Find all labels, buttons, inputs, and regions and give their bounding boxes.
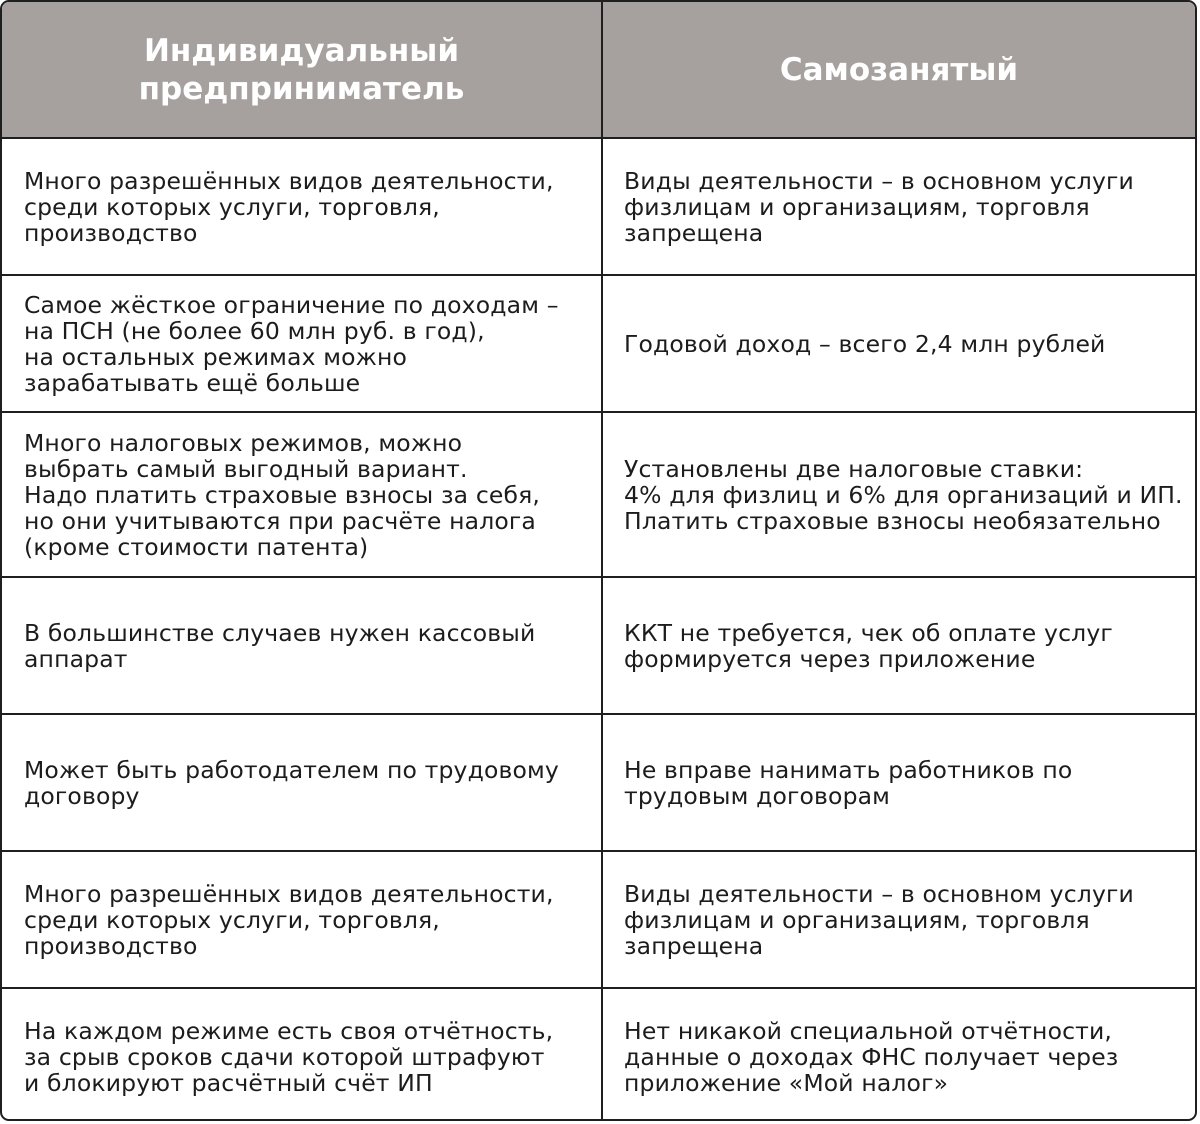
cell-individual-entrepreneur: Много разрешённых видов деятельности, среди которых услуги, торговля, производство bbox=[2, 138, 602, 275]
table-row bbox=[2, 851, 1195, 988]
cell-self-employed: Нет никакой специальной отчётности, данные о доходах ФНС получает через приложение «Мой налог» bbox=[624, 1017, 1119, 1097]
comparison-grid bbox=[2, 2, 1195, 1121]
cell-individual-entrepreneur: Много разрешённых видов деятельности, среди которых услуги, торговля, производство bbox=[2, 851, 602, 988]
cell-individual-entrepreneur: Самое жёсткое ограничение по доходам – на ПСН (не более 60 млн руб. в год), на остальных режимах можно зарабатывать ещё больше bbox=[2, 275, 602, 412]
table-row bbox=[2, 988, 1195, 1121]
header-self-employed: Самозанятый bbox=[602, 2, 1195, 138]
cell-individual-entrepreneur: Много налоговых режимов, можно выбрать самый выгодный вариант. Надо платить страховые взносы за себя, но они учитываются при расчёте налога (кроме стоимости патента) bbox=[2, 412, 602, 577]
cell-self-employed: Годовой доход – всего 2,4 млн рублей bbox=[602, 275, 1195, 412]
cell-self-employed: Виды деятельности – в основном услуги физлицам и организациям, торговля запрещена bbox=[602, 851, 1195, 988]
cell-self-employed: Виды деятельности – в основном услуги физлицам и организациям, торговля запрещена bbox=[602, 138, 1195, 275]
cell-individual-entrepreneur: На каждом режиме есть своя отчётность, за срыв сроков сдачи которой штрафуют и блокируют расчётный счёт ИП bbox=[2, 988, 602, 1121]
table-row bbox=[2, 577, 1195, 714]
cell-self-employed: Не вправе нанимать работников по трудовым договорам bbox=[602, 714, 1195, 851]
header-individual-entrepreneur: Индивидуальный предприниматель bbox=[2, 2, 602, 138]
table-row bbox=[2, 275, 1195, 412]
header-row bbox=[2, 2, 1195, 138]
cell-self-employed: Установлены две налоговые ставки: 4% для физлиц и 6% для организаций и ИП. Платить страховые взносы необязательно bbox=[602, 412, 1195, 577]
table-row bbox=[2, 714, 1195, 851]
table-row bbox=[2, 138, 1195, 275]
cell-individual-entrepreneur: В большинстве случаев нужен кассовый аппарат bbox=[2, 577, 602, 714]
table-row bbox=[2, 412, 1195, 577]
cell-individual-entrepreneur: Может быть работодателем по трудовому договору bbox=[2, 714, 602, 851]
cell-self-employed: ККТ не требуется, чек об оплате услуг формируется через приложение bbox=[602, 577, 1195, 714]
